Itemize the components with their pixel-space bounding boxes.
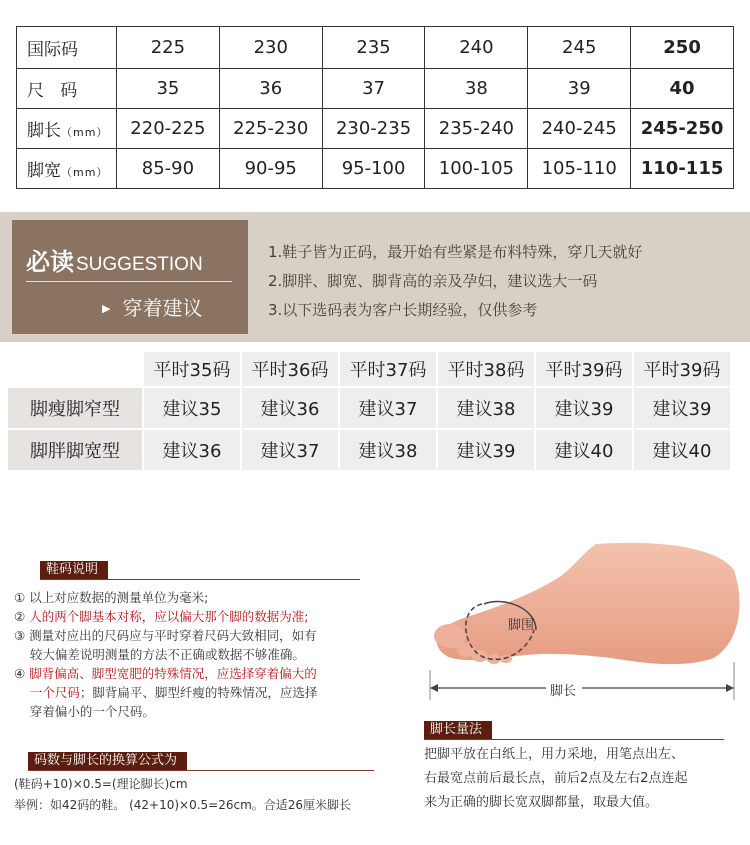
suggestion-title-box bbox=[12, 220, 248, 334]
recommend-cell: 建议40 bbox=[536, 430, 634, 472]
formula-line: (鞋码+10)×0.5=(理论脚长)cm bbox=[14, 777, 188, 791]
recommend-header-cell: 平时39码 bbox=[634, 352, 732, 388]
size-cell: 38 bbox=[425, 69, 528, 109]
size-note-text: 较大偏差说明测量的方法不正确或数据不够准确。 bbox=[14, 647, 305, 662]
size-row bbox=[17, 27, 734, 69]
formula-tag: 码数与脚长的换算公式为 bbox=[28, 752, 187, 770]
size-cell: 35 bbox=[117, 69, 220, 109]
measure-tag: 脚长量法 bbox=[424, 721, 492, 739]
recommend-cell: 建议37 bbox=[242, 430, 340, 472]
size-note-text: ② bbox=[14, 609, 30, 624]
size-note-text: ① 以上对应数据的测量单位为毫米; bbox=[14, 590, 209, 605]
size-cell: 90-95 bbox=[219, 149, 322, 189]
size-row-label-text: 尺 码 bbox=[27, 81, 78, 101]
suggestion-title-en: SUGGESTION bbox=[76, 254, 203, 275]
measure-line: 把脚平放在白纸上，用力采地，用笔点出左、 bbox=[424, 747, 685, 762]
size-cell: 95-100 bbox=[322, 149, 425, 189]
foot-illustration bbox=[396, 540, 746, 720]
size-note-line bbox=[14, 588, 374, 607]
suggestion-item: 3.以下选码表为客户长期经验，仅供参考 bbox=[268, 301, 538, 319]
recommend-cell: 建议39 bbox=[438, 430, 536, 472]
suggestion-band bbox=[0, 212, 750, 342]
recommend-row bbox=[8, 388, 732, 430]
foot-shape bbox=[437, 543, 740, 664]
size-cell: 36 bbox=[219, 69, 322, 109]
suggestion-divider bbox=[26, 281, 232, 282]
size-row bbox=[17, 69, 734, 109]
formula-underline bbox=[28, 770, 374, 771]
size-row-label-text: 国际码 bbox=[27, 40, 78, 60]
size-notes bbox=[14, 588, 374, 721]
size-row-unit: （mm） bbox=[61, 126, 109, 139]
size-cell: 220-225 bbox=[117, 109, 220, 149]
size-note-line bbox=[14, 702, 374, 721]
measure-text bbox=[424, 743, 688, 815]
recommend-header-cell: 平时37码 bbox=[340, 352, 438, 388]
suggestion-title bbox=[26, 242, 203, 277]
size-note-line bbox=[14, 645, 374, 664]
size-note-line bbox=[14, 607, 374, 626]
triangle-right-icon: ▶ bbox=[102, 302, 111, 315]
size-row-label bbox=[17, 27, 117, 69]
size-row bbox=[17, 109, 734, 149]
recommend-cell: 建议35 bbox=[144, 388, 242, 430]
toe-shape bbox=[500, 655, 512, 663]
recommend-row bbox=[8, 430, 732, 472]
size-cell: 40 bbox=[631, 69, 734, 109]
size-note-line bbox=[14, 664, 374, 683]
size-note-text: ④ bbox=[14, 666, 30, 681]
recommend-header-cell: 平时35码 bbox=[144, 352, 242, 388]
suggestion-subtitle bbox=[102, 292, 202, 321]
size-cell: 240 bbox=[425, 27, 528, 69]
size-notes-tag: 鞋码说明 bbox=[40, 561, 108, 579]
recommend-cell: 建议36 bbox=[242, 388, 340, 430]
suggestion-item: 2.脚胖、脚宽、脚背高的亲及孕妇，建议选大一码 bbox=[268, 272, 598, 290]
recommend-cell: 建议38 bbox=[340, 430, 438, 472]
recommend-header-cell: 平时38码 bbox=[438, 352, 536, 388]
size-note-highlight: 人的两个脚基本对称，应以偏大那个脚的数据为准; bbox=[29, 609, 309, 624]
recommend-cell: 建议36 bbox=[144, 430, 242, 472]
size-cell: 225-230 bbox=[219, 109, 322, 149]
size-cell: 110-115 bbox=[631, 149, 734, 189]
formula-example: 举例：如42码的鞋。 (42+10)×0.5=26cm。合适26厘米脚长 bbox=[14, 798, 352, 812]
size-cell: 230 bbox=[219, 27, 322, 69]
size-row-label bbox=[17, 69, 117, 109]
size-note-line bbox=[14, 683, 374, 702]
size-row-label-text: 脚长 bbox=[27, 121, 61, 141]
size-cell: 39 bbox=[528, 69, 631, 109]
size-row-label bbox=[17, 109, 117, 149]
formula bbox=[14, 774, 351, 816]
size-note-text: ③ 测量对应出的尺码应与平时穿着尺码大致相同，如有 bbox=[14, 628, 317, 643]
girth-label: 脚围 bbox=[508, 618, 535, 633]
size-row-unit: （mm） bbox=[61, 166, 109, 179]
size-cell: 100-105 bbox=[425, 149, 528, 189]
recommend-cell: 建议39 bbox=[634, 388, 732, 430]
size-note-highlight: 一个尺码 bbox=[29, 685, 80, 700]
toe-shape bbox=[472, 650, 488, 662]
size-note-line bbox=[14, 626, 374, 645]
suggestion-subtitle-text: 穿着建议 bbox=[122, 296, 203, 320]
size-cell: 230-235 bbox=[322, 109, 425, 149]
size-row-label-text: 脚宽 bbox=[27, 161, 61, 181]
size-cell: 240-245 bbox=[528, 109, 631, 149]
size-note-text bbox=[14, 685, 30, 700]
recommend-header-row bbox=[8, 352, 732, 388]
size-cell: 235 bbox=[322, 27, 425, 69]
size-row-label bbox=[17, 149, 117, 189]
measure-line: 右最宽点前后最长点，前后2点及左右2点连起 bbox=[424, 771, 688, 786]
recommend-cell: 建议38 bbox=[438, 388, 536, 430]
arrow-left-icon bbox=[430, 684, 438, 692]
suggestion-item: 1.鞋子皆为正码，最开始有些紧是布料特殊，穿几天就好 bbox=[268, 243, 643, 261]
size-cell: 250 bbox=[631, 27, 734, 69]
recommend-cell: 建议37 bbox=[340, 388, 438, 430]
arrow-right-icon bbox=[726, 684, 734, 692]
size-note-highlight: 脚背偏高、脚型宽肥的特殊情况，应选择穿着偏大的 bbox=[29, 666, 317, 681]
size-cell: 245 bbox=[528, 27, 631, 69]
size-cell: 225 bbox=[117, 27, 220, 69]
recommend-cell: 建议40 bbox=[634, 430, 732, 472]
size-notes-underline bbox=[40, 579, 360, 580]
size-note-text: ；脚背扁平、脚型纤瘦的特殊情况，应选择 bbox=[79, 685, 318, 700]
size-cell: 245-250 bbox=[631, 109, 734, 149]
measure-line: 来为正确的脚长宽双脚都量，取最大值。 bbox=[424, 795, 659, 810]
size-row bbox=[17, 149, 734, 189]
length-label: 脚长 bbox=[550, 684, 577, 699]
recommend-table bbox=[8, 352, 732, 472]
recommend-header-cell: 平时36码 bbox=[242, 352, 340, 388]
measure-underline bbox=[424, 739, 724, 740]
suggestion-title-cn: 必读 bbox=[26, 248, 74, 276]
recommend-row-label: 脚胖脚宽型 bbox=[8, 430, 144, 472]
size-cell: 235-240 bbox=[425, 109, 528, 149]
recommend-cell: 建议39 bbox=[536, 388, 634, 430]
size-cell: 105-110 bbox=[528, 149, 631, 189]
recommend-row-label: 脚瘦脚窄型 bbox=[8, 388, 144, 430]
recommend-header-cell: 平时39码 bbox=[536, 352, 634, 388]
suggestion-list bbox=[268, 238, 642, 325]
size-note-text: 穿着偏小的一个尺码。 bbox=[14, 704, 155, 719]
recommend-corner bbox=[8, 352, 144, 388]
size-cell: 37 bbox=[322, 69, 425, 109]
size-table bbox=[16, 26, 734, 189]
size-cell: 85-90 bbox=[117, 149, 220, 189]
